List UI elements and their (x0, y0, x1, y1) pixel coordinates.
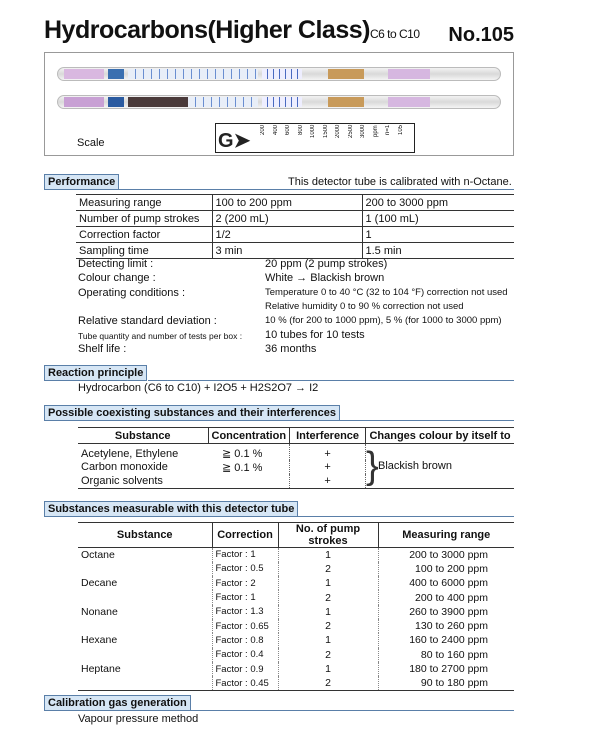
coexisting-table (78, 427, 514, 489)
table-row: Sampling time 3 min 1.5 min (76, 243, 514, 259)
table-row: Acetylene, Ethylene ≧ 0.1 % + (78, 444, 514, 461)
calibration-method: Vapour pressure method (78, 713, 199, 725)
colour-change-label: Colour change : (78, 272, 156, 284)
section-performance: Performance (44, 174, 119, 190)
document-number: No.105 (448, 24, 514, 46)
table-row: Nonane Factor : 1.3 1 260 to 3900 ppm (81, 605, 488, 618)
table-header-row: Substance Correction No. of pump strokes Measuring range (78, 523, 514, 548)
shelf-life-value: 36 months (265, 343, 317, 355)
table-row: Factor : 0.4 2 80 to 160 ppm (78, 648, 514, 662)
measurable-table (78, 522, 514, 691)
section-coexisting: Possible coexisting substances and their interferences (44, 405, 340, 421)
performance-table (76, 194, 514, 259)
table-row: Factor : 0.65 2 130 to 260 ppm (78, 619, 514, 633)
scale-tick: 800 (297, 125, 304, 136)
colour-change-result: Blackish brown (378, 460, 452, 472)
table-row: Factor : 0.5 2 100 to 200 ppm (78, 562, 514, 576)
scale-tick: 400 (272, 125, 279, 136)
table-row: Hexane Factor : 0.8 1 160 to 2400 ppm (81, 634, 488, 647)
quantity-label: Tube quantity and number of tests per box : (78, 331, 243, 341)
section-rule (338, 420, 514, 421)
section-rule (298, 516, 514, 517)
section-calibration: Calibration gas generation (44, 695, 191, 711)
section-reaction: Reaction principle (44, 365, 147, 381)
page-title: Hydrocarbons(Higher Class)C6 to C10 (44, 16, 420, 44)
scale-tick: 2000 (335, 125, 341, 139)
table-row: Octane Factor : 1 1 200 to 3000 ppm (81, 548, 488, 561)
table-row: Carbon monoxide ≧ 0.1 % + (78, 460, 514, 474)
scale-tick: 600 (285, 125, 291, 136)
table-header-row: Substance Concentration Interference Changes colour by itself to (78, 428, 514, 444)
scale-tick: 2500 (347, 125, 354, 139)
rsd-value: 10 % (for 200 to 1000 ppm), 5 % (for 1000 to 3000 ppm) (265, 315, 502, 326)
table-row: Number of pump strokes 2 (200 mL) 1 (100 mL) (76, 211, 514, 227)
page-header (44, 16, 514, 52)
reaction-formula: Hydrocarbon (C6 to C10) + I2O5 + H2S2O7 → I2 (78, 382, 319, 394)
section-measurable: Substances measurable with this detector tube (44, 501, 298, 517)
colour-change-value: White → Blackish brown (265, 272, 385, 284)
scale-tick: ppm (372, 125, 379, 137)
title-subscript: C6 to C10 (369, 27, 420, 41)
operating-temperature: Temperature 0 to 40 °C (32 to 104 °F) correction not used (265, 287, 508, 298)
table-row: Factor : 0.45 2 90 to 180 ppm (78, 676, 514, 690)
scale-strip (215, 123, 415, 153)
shelf-life-label: Shelf life : (78, 343, 127, 355)
scale-tick: 3000 (360, 125, 366, 139)
detector-tube-before (57, 67, 501, 81)
quantity-value: 10 tubes for 10 tests (265, 329, 365, 341)
detector-tube-after (57, 95, 501, 109)
operating-conditions-label: Operating conditions : (78, 287, 186, 299)
scale-label: Scale (77, 137, 105, 149)
scale-tick: 1000 (310, 125, 316, 139)
section-rule (148, 380, 514, 381)
brace-symbol: } (366, 445, 379, 487)
table-row: Measuring range 100 to 200 ppm 200 to 3000 ppm (76, 195, 514, 211)
table-row: Heptane Factor : 0.9 1 180 to 2700 ppm (81, 663, 488, 676)
detecting-limit-value: 20 ppm (2 pump strokes) (265, 258, 388, 270)
scale-tick: 1500 (322, 125, 329, 139)
section-rule (190, 710, 514, 711)
scale-tick: n=1 (385, 125, 391, 136)
table-row: Factor : 1 2 200 to 400 ppm (78, 590, 514, 604)
detector-tube-illustration (44, 52, 514, 156)
scale-logo-mark: G➤ (218, 130, 251, 152)
scale-tick: 200 (260, 125, 266, 136)
scale-tick: 105 (397, 125, 404, 136)
table-row: Correction factor 1/2 1 (76, 227, 514, 243)
calibration-note: This detector tube is calibrated with n-Octane. (288, 176, 512, 188)
operating-humidity: Relative humidity 0 to 90 % correction not used (265, 301, 464, 312)
table-row: Organic solvents + (78, 474, 514, 488)
table-row: Decane Factor : 2 1 400 to 6000 ppm (81, 577, 488, 590)
section-rule (118, 189, 514, 190)
rsd-label: Relative standard deviation : (78, 315, 217, 327)
detecting-limit-label: Detecting limit : (78, 258, 154, 270)
